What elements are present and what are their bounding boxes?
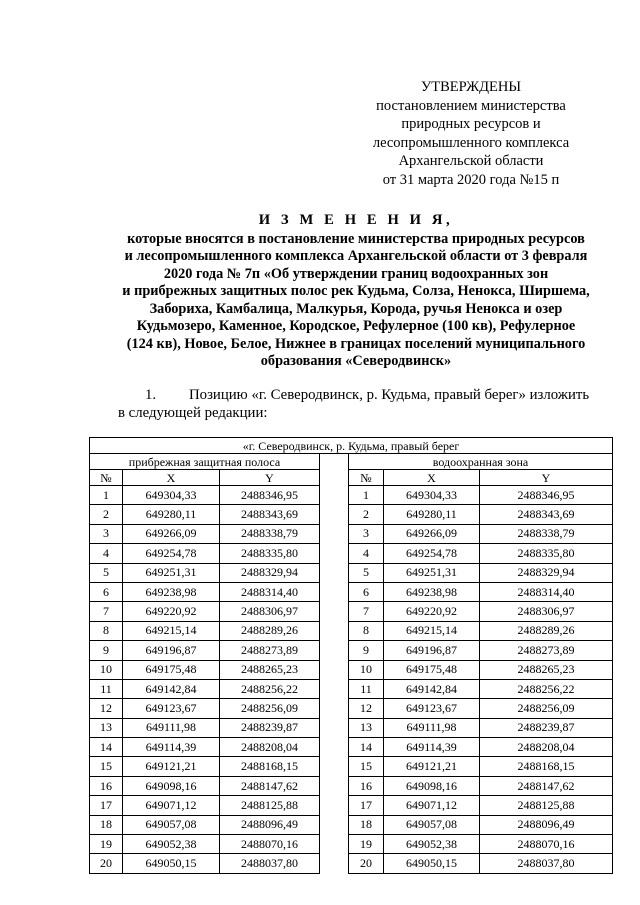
row-number-cell: 14 [349,738,384,757]
table-row [90,679,613,698]
table-row [90,835,613,854]
y-coordinate-cell: 2488338,79 [480,524,613,543]
approval-stamp [340,78,602,189]
y-coordinate-cell: 2488306,97 [480,602,613,621]
table-row [90,563,613,582]
y-coordinate-cell: 2488343,69 [220,505,320,524]
title-line: которые вносятся в постановление министерства природных ресурсов [127,230,585,247]
row-number-cell: 1 [349,486,384,505]
gap-cell [320,796,349,815]
y-coordinate-cell: 2488265,23 [220,660,320,679]
column-header-no: № [90,470,123,486]
y-coordinate-cell: 2488329,94 [220,563,320,582]
y-coordinate-cell: 2488289,26 [480,621,613,640]
title-line: 2020 года № 7п «Об утверждении границ водоохранных зон [163,265,549,282]
table-row [90,738,613,757]
document-title [88,212,624,371]
x-coordinate-cell: 649238,98 [384,582,480,601]
row-number-cell: 12 [90,699,123,718]
table-row [90,582,613,601]
row-number-cell: 8 [349,621,384,640]
row-number-cell: 5 [349,563,384,582]
y-coordinate-cell: 2488273,89 [480,641,613,660]
x-coordinate-cell: 649196,87 [384,641,480,660]
x-coordinate-cell: 649220,92 [123,602,220,621]
table-row [90,602,613,621]
row-number-cell: 2 [90,505,123,524]
gap-cell [320,524,349,543]
table-row [90,621,613,640]
paragraph-text-continued: в следующей редакции: [118,405,268,421]
table-row [90,486,613,505]
y-coordinate-cell: 2488168,15 [480,757,613,776]
row-number-cell: 4 [90,544,123,563]
row-number-cell: 10 [349,660,384,679]
y-coordinate-cell: 2488125,88 [220,796,320,815]
x-coordinate-cell: 649114,39 [123,738,220,757]
row-number-cell: 2 [349,505,384,524]
gap-cell [320,486,349,505]
gap-cell [320,776,349,795]
y-coordinate-cell: 2488096,49 [480,815,613,834]
paragraph-number: 1. [145,387,157,403]
gap-cell [320,679,349,698]
x-coordinate-cell: 649071,12 [384,796,480,815]
row-number-cell: 5 [90,563,123,582]
row-number-cell: 20 [90,854,123,873]
approval-date: от 31 марта 2020 года №15 п [382,171,560,188]
y-coordinate-cell: 2488147,62 [480,776,613,795]
y-coordinate-cell: 2488096,49 [220,815,320,834]
x-coordinate-cell: 649057,08 [384,815,480,834]
x-coordinate-cell: 649175,48 [123,660,220,679]
y-coordinate-cell: 2488343,69 [480,505,613,524]
table-row [90,641,613,660]
y-coordinate-cell: 2488239,87 [480,718,613,737]
x-coordinate-cell: 649052,38 [123,835,220,854]
gap-cell [320,470,349,486]
x-coordinate-cell: 649142,84 [384,679,480,698]
gap-cell [320,718,349,737]
row-number-cell: 20 [349,854,384,873]
paragraph-1 [118,386,614,422]
y-coordinate-cell: 2488335,80 [480,544,613,563]
y-coordinate-cell: 2488314,40 [220,582,320,601]
table-caption: «г. Северодвинск, р. Кудьма, правый берег [90,438,613,454]
y-coordinate-cell: 2488306,97 [220,602,320,621]
y-coordinate-cell: 2488125,88 [480,796,613,815]
table-row [90,505,613,524]
coordinates-table [89,437,613,874]
gap-cell [320,602,349,621]
row-number-cell: 3 [90,524,123,543]
row-number-cell: 18 [90,815,123,834]
table-row [90,660,613,679]
column-header-y: Y [220,470,320,486]
x-coordinate-cell: 649123,67 [384,699,480,718]
row-number-cell: 16 [349,776,384,795]
gap-cell [320,699,349,718]
row-number-cell: 9 [349,641,384,660]
x-coordinate-cell: 649196,87 [123,641,220,660]
approval-line: лесопромышленного комплекса [372,134,570,151]
y-coordinate-cell: 2488070,16 [220,835,320,854]
row-number-cell: 10 [90,660,123,679]
table-row [90,699,613,718]
row-number-cell: 7 [349,602,384,621]
column-header-x: X [384,470,480,486]
approval-heading: УТВЕРЖДЕНЫ [420,79,522,95]
row-number-cell: 6 [90,582,123,601]
x-coordinate-cell: 649050,15 [384,854,480,873]
title-line: образования «Северодвинск» [260,353,452,369]
gap-cell [320,815,349,834]
x-coordinate-cell: 649254,78 [123,544,220,563]
row-number-cell: 8 [90,621,123,640]
title-line: и прибрежных защитных полос рек Кудьма, Солза, Ненокса, Ширшема, [122,283,590,299]
row-number-cell: 3 [349,524,384,543]
y-coordinate-cell: 2488346,95 [480,486,613,505]
right-section-title: водоохранная зона [349,454,613,470]
y-coordinate-cell: 2488168,15 [220,757,320,776]
x-coordinate-cell: 649220,92 [384,602,480,621]
row-number-cell: 19 [90,835,123,854]
x-coordinate-cell: 649215,14 [384,621,480,640]
row-number-cell: 9 [90,641,123,660]
gap-cell [320,757,349,776]
y-coordinate-cell: 2488289,26 [220,621,320,640]
title-line: Забориха, Камбалица, Малкурья, Корода, ручья Ненокса и озер [149,300,563,317]
row-number-cell: 11 [90,679,123,698]
y-coordinate-cell: 2488256,22 [480,679,613,698]
x-coordinate-cell: 649123,67 [123,699,220,718]
x-coordinate-cell: 649071,12 [123,796,220,815]
x-coordinate-cell: 649175,48 [384,660,480,679]
gap-cell [320,563,349,582]
x-coordinate-cell: 649098,16 [384,776,480,795]
x-coordinate-cell: 649266,09 [384,524,480,543]
y-coordinate-cell: 2488265,23 [480,660,613,679]
table-row [90,544,613,563]
gap-cell [320,660,349,679]
y-coordinate-cell: 2488256,09 [480,699,613,718]
row-number-cell: 12 [349,699,384,718]
gap-cell [320,835,349,854]
y-coordinate-cell: 2488147,62 [220,776,320,795]
row-number-cell: 4 [349,544,384,563]
row-number-cell: 13 [90,718,123,737]
y-coordinate-cell: 2488335,80 [220,544,320,563]
column-header-no: № [349,470,384,486]
x-coordinate-cell: 649266,09 [123,524,220,543]
y-coordinate-cell: 2488208,04 [480,738,613,757]
column-header-x: X [123,470,220,486]
row-number-cell: 15 [90,757,123,776]
x-coordinate-cell: 649111,98 [384,718,480,737]
row-number-cell: 17 [90,796,123,815]
row-number-cell: 1 [90,486,123,505]
x-coordinate-cell: 649114,39 [384,738,480,757]
x-coordinate-cell: 649142,84 [123,679,220,698]
table-row [90,796,613,815]
row-number-cell: 17 [349,796,384,815]
x-coordinate-cell: 649251,31 [384,563,480,582]
row-number-cell: 11 [349,679,384,698]
gap-cell [320,544,349,563]
x-coordinate-cell: 649052,38 [384,835,480,854]
x-coordinate-cell: 649254,78 [384,544,480,563]
approval-line: постановлением министерства [376,97,566,114]
title-line: (124 кв), Новое, Белое, Нижнее в границах поселений муниципального [126,335,586,352]
paragraph-text: Позицию «г. Северодвинск, р. Кудьма, правый берег» изложить [189,387,590,403]
x-coordinate-cell: 649215,14 [123,621,220,640]
row-number-cell: 13 [349,718,384,737]
y-coordinate-cell: 2488314,40 [480,582,613,601]
row-number-cell: 16 [90,776,123,795]
x-coordinate-cell: 649057,08 [123,815,220,834]
title-line: и лесопромышленного комплекса Архангельской области от 3 февраля [124,248,588,264]
gap-cell [320,621,349,640]
table-row [90,854,613,873]
y-coordinate-cell: 2488070,16 [480,835,613,854]
row-number-cell: 15 [349,757,384,776]
y-coordinate-cell: 2488239,87 [220,718,320,737]
table-row [90,524,613,543]
row-number-cell: 18 [349,815,384,834]
y-coordinate-cell: 2488273,89 [220,641,320,660]
y-coordinate-cell: 2488256,09 [220,699,320,718]
x-coordinate-cell: 649050,15 [123,854,220,873]
row-number-cell: 7 [90,602,123,621]
x-coordinate-cell: 649111,98 [123,718,220,737]
gap-cell [320,854,349,873]
table-row [90,776,613,795]
gap-cell [320,738,349,757]
y-coordinate-cell: 2488037,80 [220,854,320,873]
table-row [90,757,613,776]
x-coordinate-cell: 649304,33 [384,486,480,505]
gap-cell [320,454,349,470]
x-coordinate-cell: 649121,21 [384,757,480,776]
approval-line: Архангельской области [398,153,544,169]
row-number-cell: 14 [90,738,123,757]
x-coordinate-cell: 649280,11 [123,505,220,524]
y-coordinate-cell: 2488338,79 [220,524,320,543]
gap-cell [320,505,349,524]
title-line: Кудьмозеро, Каменное, Кородское, Рефулерное (100 кв), Рефулерное [136,318,576,334]
y-coordinate-cell: 2488346,95 [220,486,320,505]
x-coordinate-cell: 649251,31 [123,563,220,582]
row-number-cell: 6 [349,582,384,601]
x-coordinate-cell: 649121,21 [123,757,220,776]
y-coordinate-cell: 2488208,04 [220,738,320,757]
table-row [90,718,613,737]
left-section-title: прибрежная защитная полоса [90,454,320,470]
x-coordinate-cell: 649280,11 [384,505,480,524]
y-coordinate-cell: 2488256,22 [220,679,320,698]
column-header-y: Y [480,470,613,486]
table-row [90,815,613,834]
y-coordinate-cell: 2488037,80 [480,854,613,873]
approval-line: природных ресурсов и [401,116,541,132]
gap-cell [320,641,349,660]
title-heading: И З М Е Н Е Н И Я, [258,212,454,228]
x-coordinate-cell: 649098,16 [123,776,220,795]
y-coordinate-cell: 2488329,94 [480,563,613,582]
x-coordinate-cell: 649238,98 [123,582,220,601]
x-coordinate-cell: 649304,33 [123,486,220,505]
gap-cell [320,582,349,601]
row-number-cell: 19 [349,835,384,854]
